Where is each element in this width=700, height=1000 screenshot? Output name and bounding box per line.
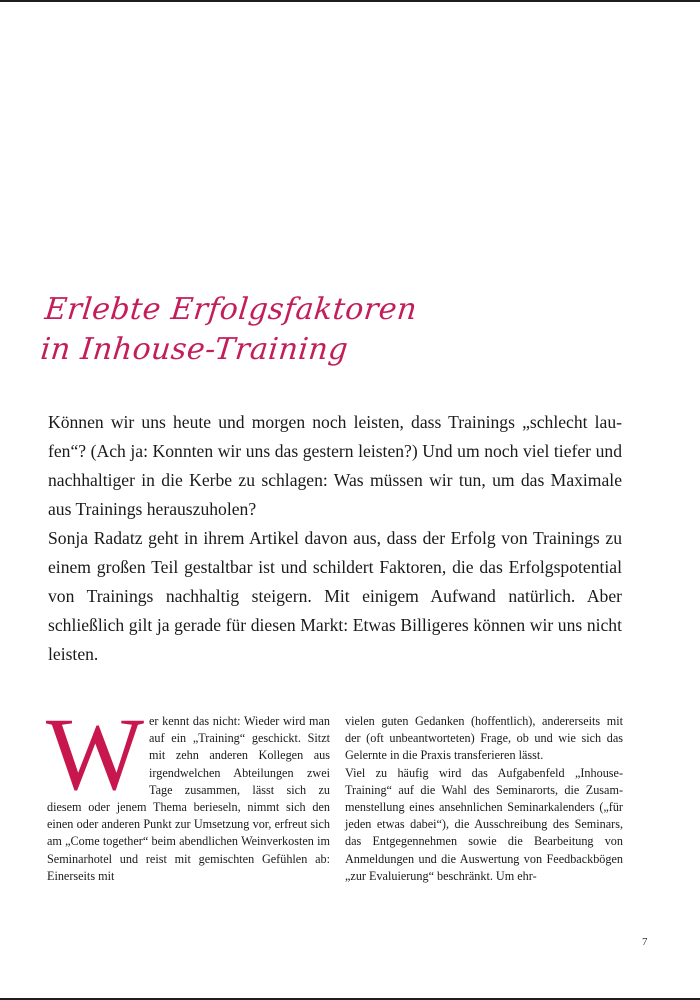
page-number: 7: [642, 936, 648, 948]
intro-paragraph-1: Können wir uns heute und morgen noch leisten, dass Trainings „schlecht laufen“? (Ach ja: Konnten wir uns das gestern leisten?) Und um noch viel tiefer und nachhaltiger in die Kerbe zu schlagen: Was müssen wir tun, um das Maximale aus Trainings herauszuholen?: [48, 412, 622, 519]
body-paragraph-right-2: Viel zu häufig wird das Aufgabenfeld „Inhouse-Training“ auf die Wahl des Seminarorts, die Zusammenstellung eines ansehnlichen Seminarkalenders („für jeden etwas dabei“), die Ausschreibung des Seminars, das Entgegennehmen sowie die Bearbeitung von Anmeldungen und die Auswertung von Feedbackbögen „zur Evaluierung“ beschränkt. Um ehr-: [345, 765, 623, 883]
drop-cap: W: [45, 697, 145, 812]
body-paragraph-left: er kennt das nicht: Wieder wird man auf ein „Training“ geschickt. Sitzt mit zehn anderen Kollegen aus irgendwelchen Abteilungen zwei Tage zusammen, lässt sich zu diesem oder jenem Thema berieseln, nimmt sich den einen oder anderen Punkt zur Umsetzung vor, erfreut sich am „Come together“ beim abendlichen Weinverkosten im Seminarhotel und reist mit gemischten Gefühlen ab: Einerseits mit: [47, 714, 330, 883]
article-title: [39, 290, 467, 370]
body-column-left: [45, 697, 330, 885]
article-intro: [48, 408, 622, 669]
intro-paragraph-2: Sonja Radatz geht in ihrem Artikel davon aus, dass der Erfolg von Trainings zu einem großen Teil gestaltbar ist und schildert Faktoren, die das Erfolgspotential von Trainings nachhaltig steigern. Mit einigem Aufwand natürlich. Aber schließlich gilt ja gerade für diesen Markt: Etwas Billigeres können wir uns nicht leisten.: [48, 528, 622, 664]
body-paragraph-right-1: vielen guten Gedanken (hoffentlich), andererseits mit der (oft unbeantworteten) Frage, ob und wie sich das Gelernte in die Praxis transferieren lässt.: [345, 714, 623, 763]
title-line-1: Erlebte Erfolgsfaktoren: [43, 292, 419, 327]
page-top-edge: [0, 0, 700, 2]
body-column-right: [345, 713, 623, 885]
title-line-2: in Inhouse-Training: [38, 332, 350, 367]
